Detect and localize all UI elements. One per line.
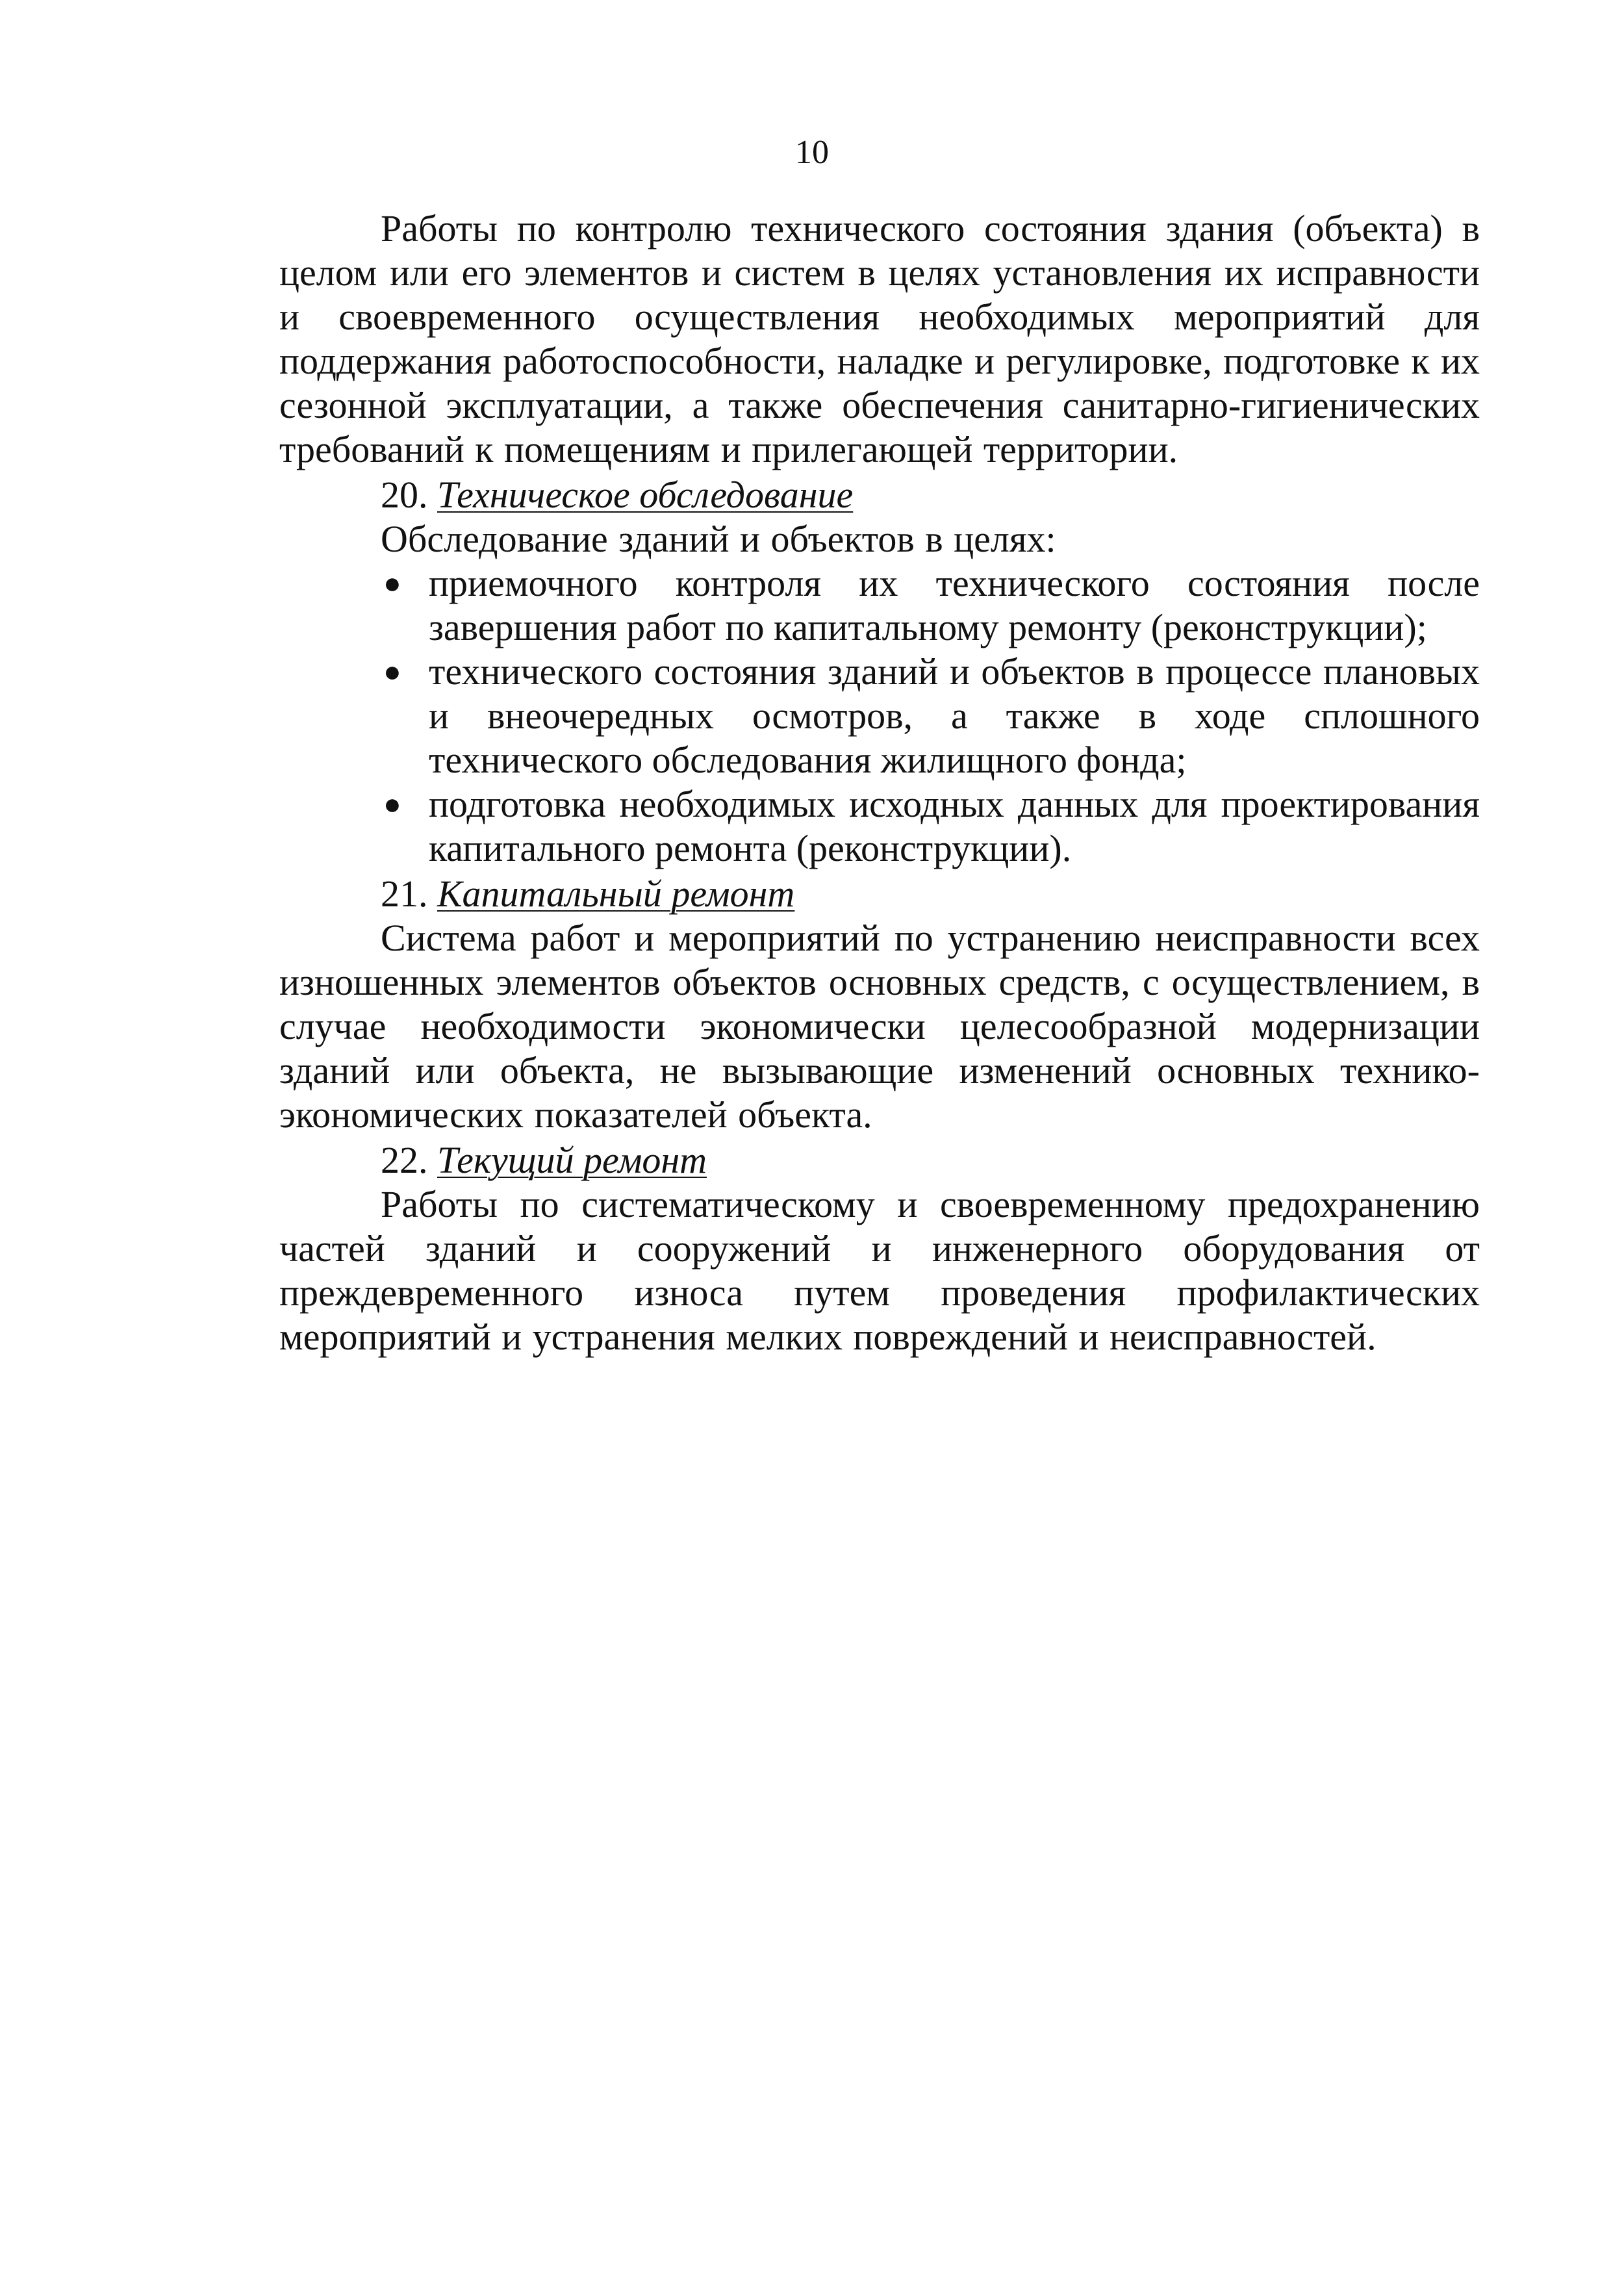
section-20-number: 20. [381,474,428,516]
section-22-title: Текущий ремонт [437,1139,707,1181]
section-22-text: Работы по систематическому и своевременному предохранению частей зданий и сооружений и инженерного оборудования от преждевременного износа путем проведения профилактических мероприятий и устранения мелких повреждений и неисправностей. [279,1183,1480,1358]
section-21-number: 21. [381,873,428,915]
page-number: 10 [795,134,829,171]
section-21-heading [279,872,1480,916]
bullet-icon: ● [383,787,401,821]
bullet-icon: ● [383,567,401,600]
document-body [279,207,1480,1359]
list-item [279,561,1480,650]
section-21-title: Капитальный ремонт [437,873,795,915]
section-20-lead: Обследование зданий и объектов в целях: [381,518,1056,560]
list-item-text: технического состояния зданий и объектов в процессе плановых и внеочередных осмотров, а также в ходе сплошного технического обследования жилищного фонда; [429,650,1480,781]
section-20-heading [279,473,1480,517]
bullet-icon: ● [383,655,401,688]
list-item [279,782,1480,871]
section-22-heading [279,1138,1480,1182]
section-20-title: Техническое обследование [437,474,854,516]
list-item [279,650,1480,782]
section-20-bullet-list [279,561,1480,871]
list-item-text: подготовка необходимых исходных данных для проектирования капитального ремонта (реконструкции). [429,783,1480,869]
intro-paragraph: Работы по контролю технического состояния здания (объекта) в целом или его элементов и систем в целях установления их исправности и своевременного осуществления необходимых мероприятий для поддержания работоспособности, наладке и регулировке, подготовке к их сезонной эксплуатации, а также обеспечения санитарно-гигиенических требований к помещениям и прилегающей территории. [279,207,1480,470]
list-item-text: приемочного контроля их технического состояния после завершения работ по капитальному ремонту (реконструкции); [429,562,1480,648]
section-21-text: Система работ и мероприятий по устранению неисправности всех изношенных элементов объектов основных средств, с осуществлением, в случае необходимости экономически целесообразной модернизации зданий или объекта, не вызывающие изменений основных технико-экономических показателей объекта. [279,917,1480,1136]
section-22-number: 22. [381,1139,428,1181]
